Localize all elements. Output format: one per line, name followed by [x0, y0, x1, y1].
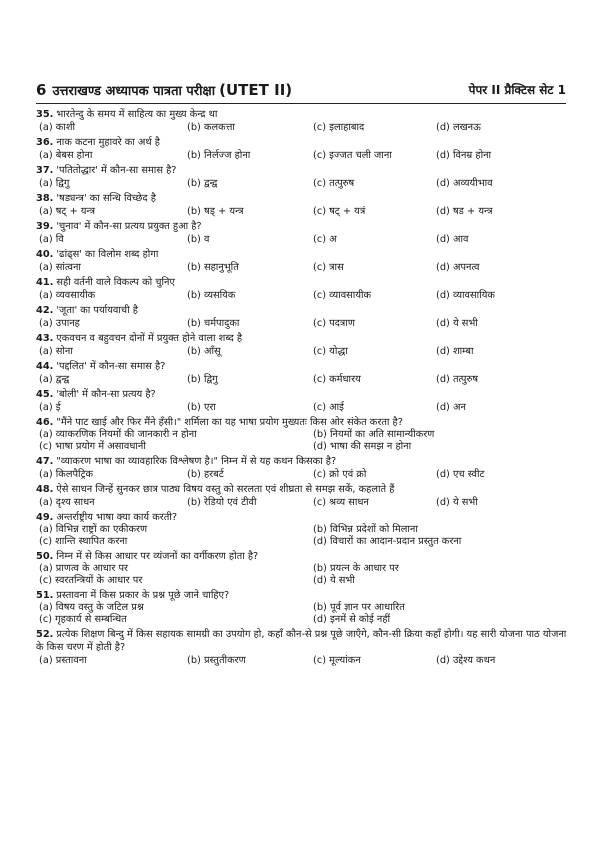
options-row: [36, 289, 570, 302]
options-row: [36, 233, 570, 246]
question-text: प्रस्तावना में किस प्रकार के प्रश्न पूछे जाने चाहिए?: [56, 590, 230, 601]
question-list: [36, 108, 570, 669]
question-stem: [36, 332, 570, 345]
option-b: (b) नियमों का अति सामान्यीकरण: [313, 429, 435, 440]
question-number: 50.: [36, 551, 54, 562]
option-b: (b) षड् + यन्त्र: [187, 206, 244, 217]
option-b: (b) कलकत्ता: [187, 122, 235, 133]
question-item: [36, 136, 570, 162]
question-text: 'जूता' का पर्यायवाची है: [56, 305, 138, 316]
option-b: (b) चर्मपादुका: [187, 318, 240, 329]
options-row: [36, 468, 570, 481]
option-c: (c) स्वरतन्त्रियों के आधार पर: [39, 575, 143, 586]
option-a: (a) सोना: [39, 346, 73, 357]
question-number: 49.: [36, 512, 54, 523]
header-divider: [36, 103, 566, 104]
option-d: (d) शाम्बा: [436, 346, 474, 357]
option-b: (b) आँसू: [187, 346, 221, 357]
option-b: (b) हरबर्ट: [187, 469, 224, 480]
option-a: (a) बेबस होना: [39, 150, 93, 161]
question-stem: [36, 136, 570, 149]
option-c: (c) मूल्यांकन: [313, 655, 361, 666]
options-row: [36, 345, 570, 358]
question-item: [36, 360, 570, 386]
options-row: [36, 563, 570, 575]
options-row: [36, 401, 570, 414]
question-stem: [36, 276, 570, 289]
option-a: (a) द्विगु: [39, 178, 70, 189]
option-c: (c) गृहकार्य से सम्बन्धित: [39, 614, 127, 625]
option-d: (d) उद्देश्य कथन: [436, 655, 496, 666]
question-number: 36.: [36, 137, 54, 148]
question-text: "मैंने पाट खाई और फिर मैंने हँसी।" शर्मिला का यह भाषा प्रयोग मुख्यतः किस ओर संकेत करता है?: [56, 417, 403, 428]
question-number: 51.: [36, 590, 54, 601]
option-a: (a) प्रस्तावना: [39, 655, 87, 666]
options-row: [36, 654, 570, 667]
options-row: [36, 524, 570, 536]
option-a: (a) प्राणत्व के आधार पर: [39, 563, 129, 574]
option-d: (d) अपनत्व: [436, 262, 480, 273]
option-d: (d) विनम्र होना: [436, 150, 492, 161]
option-a: (a) व्यवसायीक: [39, 290, 96, 301]
option-c: (c) आई: [313, 402, 344, 413]
option-c: (c) इज्जत चली जाना: [313, 150, 392, 161]
question-item: [36, 108, 570, 134]
question-item: [36, 628, 570, 667]
option-a: (a) विभिन्न राष्ट्रों का एकीकरण: [39, 524, 148, 535]
option-b: (b) निर्लज्ज होना: [187, 150, 251, 161]
option-a: (a) व्याकरणिक नियमों की जानकारी न होना: [39, 429, 197, 440]
option-d: (d) एच स्वीट: [436, 469, 485, 480]
option-c: (c) तत्पुरुष: [313, 178, 355, 189]
options-row: [36, 496, 570, 509]
question-stem: [36, 550, 570, 563]
question-item: [36, 164, 570, 190]
option-a: (a) दृश्य साधन: [39, 497, 95, 508]
option-c: (c) इलाहाबाद: [313, 122, 365, 133]
question-item: [36, 248, 570, 274]
option-d: (d) भाषा की समझ न होना: [313, 441, 412, 452]
question-number: 45.: [36, 389, 54, 400]
question-item: [36, 388, 570, 414]
question-stem: [36, 304, 570, 317]
question-number: 48.: [36, 484, 54, 495]
question-number: 35.: [36, 109, 54, 120]
options-row: [36, 261, 570, 274]
question-text: 'चुनाव' में कौन-सा प्रत्यय प्रयुक्त हुआ है?: [56, 221, 202, 232]
option-c: (c) क्रो एवं क्रो: [313, 469, 367, 480]
question-number: 40.: [36, 249, 54, 260]
question-stem: [36, 220, 570, 233]
paper-label: पेपर II प्रैक्टिस सेट 1: [468, 83, 566, 97]
option-a: (a) षट् + यन्त्र: [39, 206, 96, 217]
question-item: [36, 276, 570, 302]
question-stem: [36, 628, 570, 654]
page-number: 6: [36, 81, 47, 99]
option-d: (d) इनमें से कोई नहीं: [313, 614, 391, 625]
option-c: (c) शान्ति स्थापित करना: [39, 536, 128, 547]
option-a: (a) सांत्वना: [39, 262, 81, 273]
question-stem: [36, 108, 570, 121]
question-number: 41.: [36, 277, 54, 288]
option-d: (d) व्यावसायिक: [436, 290, 495, 301]
question-item: [36, 550, 570, 587]
question-item: [36, 511, 570, 548]
options-row: [36, 121, 570, 134]
option-b: (b) एरा: [187, 402, 216, 413]
question-number: 52.: [36, 629, 54, 640]
option-b: (b) व्यसयिक: [187, 290, 236, 301]
question-item: [36, 483, 570, 509]
option-a: (a) उपानह: [39, 318, 80, 329]
option-b: (b) प्रस्तुतीकरण: [187, 655, 246, 666]
options-row: [36, 205, 570, 218]
option-b: (b) विभिन्न प्रदेशों को मिलाना: [313, 524, 418, 535]
question-stem: [36, 192, 570, 205]
question-text: भारतेन्दु के समय में साहित्य का मुख्य केन्द्र था: [56, 109, 218, 120]
question-number: 46.: [36, 417, 54, 428]
option-d: (d) तत्पुरुष: [436, 374, 478, 385]
exam-title: उत्तराखण्ड अध्यापक पात्रता परीक्षा: [52, 84, 216, 99]
question-text: एकवचन व बहुवचन दोनों में प्रयुक्त होने वाला शब्द है: [56, 333, 243, 344]
options-row: [36, 429, 570, 441]
option-d: (d) ये सभी: [436, 318, 478, 329]
page-header: [36, 81, 566, 101]
question-stem: [36, 416, 570, 429]
option-a: (a) वि: [39, 234, 64, 245]
option-a: (a) किलपैट्रिक: [39, 469, 94, 480]
option-d: (d) ये सभी: [436, 497, 478, 508]
question-text: "व्याकरण भाषा का व्यावहारिक विश्लेषण है।" निम्न में से यह कथन किसका है?: [56, 456, 337, 467]
question-text: 'पद्दलित' में कौन-सा समास है?: [56, 361, 166, 372]
option-d: (d) अन: [436, 402, 466, 413]
question-text: ऐसे साधन जिन्हें सुनकर छात्र पाठ्य विषय वस्तु को सरलता एवं शीघ्रता से समझ सकें, कहलाते हैं: [56, 484, 395, 495]
option-d: (d) आव: [436, 234, 469, 245]
option-a: (a) काशी: [39, 122, 76, 133]
question-number: 37.: [36, 165, 54, 176]
option-d: (d) अव्ययीभाव: [436, 178, 493, 189]
question-stem: [36, 248, 570, 261]
question-text: प्रत्येक शिक्षण बिन्दु में किस सहायक सामग्री का उपयोग हो, कहाँ कौन-से प्रश्न पूछे जाएँगे, कौन-सी क्रिया कहाँ होगी। यह सारी योजना पाठ योजना के किस चरण में होती है?: [36, 629, 567, 653]
option-c: (c) अ: [313, 234, 337, 245]
question-number: 38.: [36, 193, 54, 204]
question-text: अन्तर्राष्ट्रीय भाषा क्या कार्य करती?: [56, 512, 178, 523]
option-c: (c) श्रव्य साधन: [313, 497, 369, 508]
question-text: 'बोली' में कौन-सा प्रत्यय है?: [56, 389, 156, 400]
options-row: [36, 177, 570, 190]
option-b: (b) व: [187, 234, 210, 245]
question-number: 42.: [36, 305, 54, 316]
option-b: (b) द्विगु: [187, 374, 218, 385]
question-text: 'पतितोद्धार' में कौन-सा समास है?: [56, 165, 177, 176]
question-text: नाक कटना मुहावरे का अर्थ है: [56, 137, 160, 148]
question-number: 44.: [36, 361, 54, 372]
option-c: (c) व्यावसायीक: [313, 290, 372, 301]
question-item: [36, 416, 570, 453]
question-stem: [36, 164, 570, 177]
option-d: (d) षड + यन्त्र: [436, 206, 493, 217]
option-c: (c) त्रास: [313, 262, 344, 273]
option-c: (c) योद्धा: [313, 346, 348, 357]
question-text: 'षड्यन्त्र' का सन्धि विच्छेद है: [56, 193, 156, 204]
question-stem: [36, 483, 570, 496]
option-b: (b) सहानुभूति: [187, 262, 239, 273]
option-a: (a) विषय वस्तु के जटिल प्रश्न: [39, 602, 144, 613]
option-b: (b) रेडियो एवं टीवी: [187, 497, 257, 508]
option-a: (a) द्वन्द्व: [39, 374, 70, 385]
question-item: [36, 589, 570, 626]
exam-tag: (UTET II): [219, 81, 293, 99]
question-item: [36, 455, 570, 481]
question-number: 43.: [36, 333, 54, 344]
option-b: (b) प्रयत्न के आधार पर: [313, 563, 399, 574]
option-d: (d) विचारों का आदान-प्रदान प्रस्तुत करना: [313, 536, 462, 547]
question-number: 39.: [36, 221, 54, 232]
options-row: [36, 441, 570, 453]
question-item: [36, 220, 570, 246]
options-row: [36, 614, 570, 626]
option-c: (c) भाषा प्रयोग में असावधानी: [39, 441, 146, 452]
options-row: [36, 317, 570, 330]
option-b: (b) पूर्व ज्ञान पर आधारित: [313, 602, 405, 613]
question-stem: [36, 589, 570, 602]
options-row: [36, 602, 570, 614]
option-b: (b) द्वन्द्व: [187, 178, 218, 189]
option-c: (c) पदत्राण: [313, 318, 355, 329]
question-item: [36, 304, 570, 330]
option-d: (d) ये सभी: [313, 575, 355, 586]
question-stem: [36, 511, 570, 524]
options-row: [36, 373, 570, 386]
option-d: (d) लखनऊ: [436, 122, 481, 133]
option-a: (a) ई: [39, 402, 61, 413]
option-c: (c) षट् + यत्रं: [313, 206, 366, 217]
question-item: [36, 192, 570, 218]
options-row: [36, 536, 570, 548]
options-row: [36, 149, 570, 162]
question-text: निम्न में से किस आधार पर व्यंजनों का वर्गीकरण होता है?: [56, 551, 259, 562]
options-row: [36, 575, 570, 587]
question-text: 'ढांढ्स' का विलोम शब्द होगा: [56, 249, 159, 260]
question-item: [36, 332, 570, 358]
question-stem: [36, 388, 570, 401]
question-stem: [36, 360, 570, 373]
question-text: सही वर्तनी वाले विकल्प को चुनिए: [56, 277, 175, 288]
header-left: [36, 81, 292, 99]
question-number: 47.: [36, 456, 54, 467]
question-stem: [36, 455, 570, 468]
option-c: (c) कर्मधारय: [313, 374, 361, 385]
